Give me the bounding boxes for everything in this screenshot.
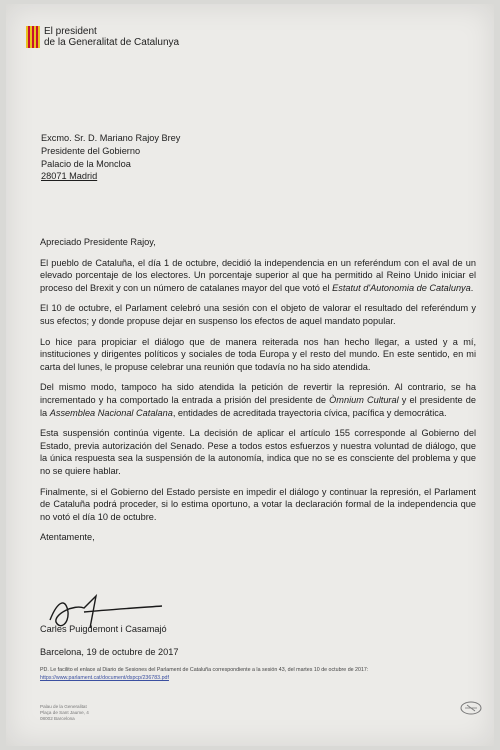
paragraph-6: Finalmente, si el Gobierno del Estado persiste en impedir el diálogo y continuar la represión, el Parlament de Cataluña podrá proceder, si lo estima oportuno, a votar la declaración formal de la independencia que no votó el día 10 de octubre. — [40, 486, 476, 522]
closing: Atentamente, — [40, 532, 95, 543]
recipient-title: Presidente del Gobierno — [41, 145, 141, 156]
recycled-paper-stamp-icon — [460, 700, 482, 716]
salutation: Apreciado Presidente Rajoy, — [40, 237, 156, 247]
paragraph-3: Lo hice para propiciar el diálogo que de manera reiterada nos han hecho llegar, a usted y a mí, instituciones y dirigentes políticos y sociales de toda Europa y el resto del mundo. En este sentido, en mi carta del lunes, le propuse celebrar una reunión que todavía no ha sido atendida. — [40, 336, 476, 372]
paragraph-4: Del mismo modo, tampoco ha sido atendida la petición de revertir la represión. Al contrario, se ha incrementado y ha comportado la entrada a prisión del presidente de Òmnium Cultural y el presidente de la Assemblea Nacional Catalana, entidades de acreditada trayectoria cívica, pacífica y democrática. — [40, 382, 476, 418]
letterhead-subtitle: de la Generalitat de Catalunya — [44, 37, 180, 48]
recipient-address — [41, 132, 180, 183]
paragraph-1: El pueblo de Cataluña, el día 1 de octubre, decidió la independencia en un referéndum con el aval de un elevado porcentaje de los electores. Un porcentaje superior al que ha permitido al Reino Unido iniciar el proceso del Brexit y con un número de catalanes mayor del que votó el Estatut d'Autonomia de Catalunya. — [40, 257, 476, 293]
paragraph-5: Esta suspensión continúa vigente. La decisión de aplicar el artículo 155 corresponde al Gobierno del Estado, previa autorización del Senado. Pese a todos estos esfuerzos y nuestra voluntad de diálogo, que la única respuesta sea la suspensión de la autonomía, indica que no se es consciente del problema y que no se quiere hablar. — [40, 428, 476, 476]
recipient-name: Excmo. Sr. D. Mariano Rajoy Brey — [41, 133, 181, 143]
footer-address: Palau de la Generalitat Plaça de Sant Jaume, 4 08002 Barcelona — [40, 704, 89, 722]
letterhead-title: El president — [44, 26, 97, 37]
session-link[interactable]: https://www.parlament.cat/document/dspcp/236783.pdf — [40, 675, 169, 681]
paragraph-2: El 10 de octubre, el Parlament celebró una sesión con el objeto de valorar el resultado del referéndum y sus efectos; y donde propuse dejar en suspenso los efectos de aquel mandato popular. — [40, 303, 476, 326]
catalan-flag-crest-icon — [26, 26, 40, 48]
signatory-name: Carles Puigdemont i Casamajó — [40, 624, 167, 634]
letter-body — [40, 236, 476, 552]
postscript: PD. Le facilito el enlace al Diario de Sesiones del Parlament de Cataluña correspondiente a la sesión 43, del martes 10 de octubre de 2017: https://www.parlament.cat/document/dspcp/236783.pdf — [40, 667, 369, 681]
letter-page — [6, 4, 494, 746]
recipient-postal: 28071 Madrid — [41, 171, 98, 182]
recipient-location: Palacio de la Moncloa — [41, 158, 131, 169]
place-date: Barcelona, 19 de octubre de 2017 — [40, 647, 179, 657]
